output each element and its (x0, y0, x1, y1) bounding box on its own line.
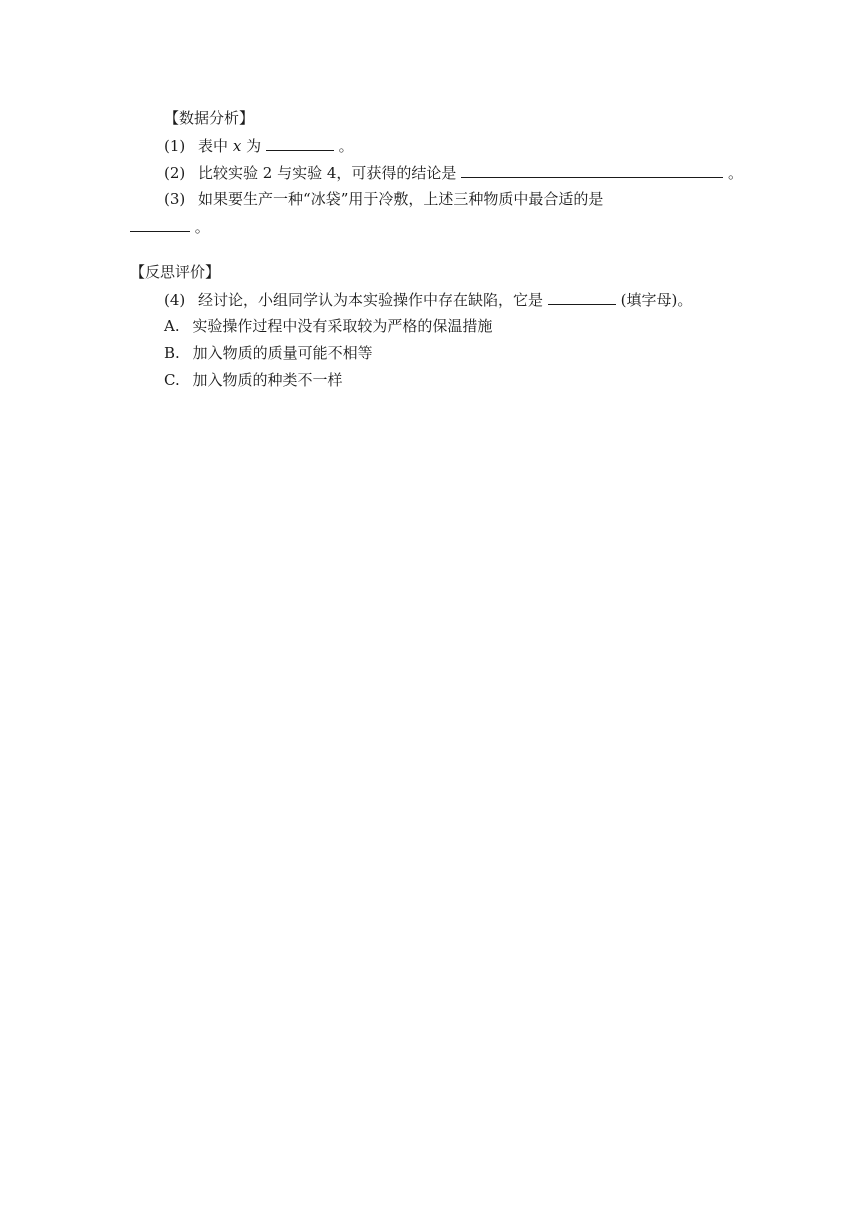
option-b[interactable] (164, 343, 373, 363)
option-text: 实验操作过程中没有采取较为严格的保温措施 (192, 317, 493, 335)
question-text: 比较实验 2 与实验 4，可获得的结论是 (198, 164, 457, 182)
question-end: 。 (194, 218, 210, 236)
question-4 (164, 289, 692, 310)
question-number: (3) (164, 190, 186, 208)
option-a[interactable] (164, 316, 492, 336)
answer-blank[interactable] (461, 162, 723, 178)
question-number: (1) (164, 137, 186, 155)
option-text: 加入物质的质量可能不相等 (192, 344, 373, 362)
option-c[interactable] (164, 370, 343, 390)
question-1 (164, 135, 354, 156)
section-heading-data-analysis (164, 108, 254, 128)
heading-text: 【数据分析】 (164, 109, 255, 127)
question-end: 。 (338, 137, 354, 155)
question-number: (4) (164, 291, 186, 309)
question-2 (164, 162, 743, 183)
section-heading-reflection (130, 262, 220, 282)
question-text: 表中 (198, 137, 229, 155)
question-tail: (填字母)。 (620, 291, 693, 309)
heading-text: 【反思评价】 (130, 263, 221, 281)
question-text: 经讨论，小组同学认为本实验操作中存在缺陷，它是 (198, 291, 544, 309)
answer-blank[interactable] (266, 135, 334, 151)
option-text: 加入物质的种类不一样 (192, 371, 343, 389)
option-letter: C. (164, 371, 180, 389)
answer-blank[interactable] (548, 289, 616, 305)
option-letter: A. (164, 317, 180, 335)
question-number: (2) (164, 164, 186, 182)
option-letter: B. (164, 344, 180, 362)
question-text: 为 (246, 137, 262, 155)
question-end: 。 (728, 164, 744, 182)
variable-x: x (232, 137, 242, 155)
question-3-continuation (130, 216, 210, 237)
question-text: 如果要生产一种“冰袋”用于冷敷，上述三种物质中最合适的是 (198, 190, 604, 208)
answer-blank[interactable] (130, 216, 190, 232)
question-3 (164, 189, 603, 209)
